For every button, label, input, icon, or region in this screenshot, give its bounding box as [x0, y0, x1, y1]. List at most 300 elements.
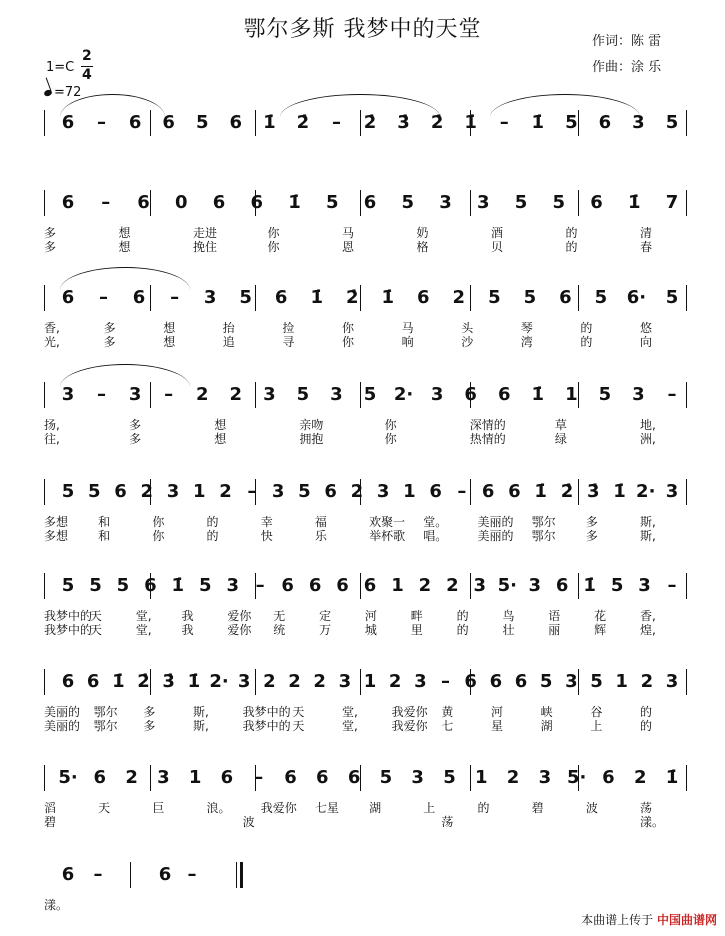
lyric-syllable: 的 [456, 609, 469, 623]
note: 6 [284, 767, 297, 788]
bar-line [360, 285, 361, 311]
lyric-syllable: 亲吻 [299, 418, 324, 432]
lyric-syllable: 的 [640, 719, 653, 733]
note: 2 [313, 671, 326, 692]
note: 3 [565, 671, 578, 692]
note: 1̇ [534, 481, 547, 502]
lyric-syllable: 我 [181, 623, 194, 637]
lyric-syllable: 你 [342, 335, 355, 349]
note: 1̇ [665, 767, 679, 788]
extension-dash: – [97, 384, 107, 405]
note: 2 [263, 671, 276, 692]
note: 6 [220, 767, 234, 788]
lyric-syllable: 浪。 [206, 801, 231, 815]
slur-arc [60, 267, 190, 290]
note: 6 [93, 767, 107, 788]
bar-line [360, 190, 361, 216]
composer-credit: 作曲：涂 乐 [592, 60, 662, 75]
bar-line [44, 190, 45, 216]
note: 2 [229, 384, 243, 405]
note: 2 [640, 671, 654, 692]
lyric-syllable: 统 [273, 623, 286, 637]
lyric-syllable: 多 [44, 240, 57, 254]
lyric-syllable: 奶 [416, 226, 429, 240]
lyric-syllable: 向 [640, 335, 653, 349]
slur-arc [280, 94, 440, 117]
note: 3 [226, 575, 239, 596]
lyric-syllable: 的 [580, 321, 593, 335]
lyric-syllable: 碧 [44, 815, 57, 829]
bar-line [360, 669, 361, 695]
lyric-syllable: 格 [416, 240, 429, 254]
note: 5 [590, 671, 603, 692]
note: 2̇ [345, 287, 359, 308]
note: 5· [497, 575, 517, 596]
lyric-syllable: 爱你 [227, 609, 252, 623]
bar-line [686, 190, 687, 216]
lyric-syllable: 的 [580, 335, 593, 349]
bar-line [470, 285, 471, 311]
note: 3 [376, 481, 390, 502]
note: 1̇ [613, 481, 626, 502]
lyric-syllable: 七 [441, 719, 454, 733]
note: 3̇ [397, 112, 410, 133]
extension-dash: – [255, 575, 265, 596]
lyric-syllable: 扬, [44, 418, 60, 432]
lyric-syllable: 我梦中的 [242, 705, 291, 719]
note: 1 [403, 481, 416, 502]
lyric-syllable: 河 [491, 705, 504, 719]
key-signature: 1=C [46, 60, 75, 75]
lyric-syllable: 壮 [502, 623, 515, 637]
lyric-syllable: 多 [103, 321, 116, 335]
extension-dash: – [441, 671, 450, 692]
note: 2̇ [430, 112, 444, 133]
bar-line [578, 479, 579, 505]
note: 2 [506, 767, 520, 788]
lyric-syllable: 美丽的 [44, 719, 81, 733]
staff-line [0, 763, 725, 829]
note: 1 [363, 671, 377, 692]
lyric-syllable: 花 [594, 609, 607, 623]
note: 1̇ [464, 112, 477, 133]
note: 6· [626, 287, 647, 308]
note: 1̇ [263, 112, 276, 133]
lyric-syllable: 你 [342, 321, 355, 335]
note: 6 [363, 575, 377, 596]
bar-line [255, 285, 256, 311]
note: 1 [474, 767, 488, 788]
note: 3 [538, 767, 552, 788]
note: 3 [632, 384, 645, 405]
lyric-syllable: 我爱你 [260, 801, 297, 815]
note: 5 [296, 384, 310, 405]
lyric-syllable: 畔 [410, 609, 423, 623]
tempo-marking [44, 85, 81, 100]
note: 6 [417, 287, 430, 308]
extension-dash: – [457, 481, 467, 502]
lyric-syllable: 往, [44, 432, 60, 446]
lyric-syllable: 想 [118, 240, 131, 254]
note: 5 [61, 481, 75, 502]
note: 6 [336, 575, 349, 596]
note: 1̇ [531, 384, 545, 405]
staff-line [0, 667, 725, 733]
bar-line [578, 190, 579, 216]
note: 5 [443, 767, 456, 788]
extension-dash: – [93, 864, 103, 885]
note: 6 [61, 192, 75, 213]
note: 5· [58, 767, 78, 788]
note: 2 [446, 575, 459, 596]
bar-line [44, 382, 45, 408]
note: 3 [411, 767, 424, 788]
note: 2 [350, 481, 364, 502]
lyric-syllable: 悠 [640, 321, 653, 335]
extension-dash: – [164, 384, 174, 405]
lyric-syllable: 煌, [640, 623, 656, 637]
lyric-syllable: 香, [44, 321, 60, 335]
bar-line [360, 573, 361, 599]
lyric-syllable: 贝 [491, 240, 504, 254]
time-signature-numerator: 2 [82, 48, 92, 64]
lyric-syllable: 多想 [44, 529, 69, 543]
lyric-syllable: 多 [129, 418, 142, 432]
lyric-syllable: 和 [98, 529, 111, 543]
note: 2 [219, 481, 232, 502]
lyric-syllable: 湖 [369, 801, 382, 815]
lyric-syllable: 美丽的 [477, 529, 514, 543]
lyric-syllable: 丽 [548, 623, 561, 637]
note: 6 [555, 575, 569, 596]
lyric-syllable: 七星 [314, 801, 339, 815]
note: 1̇ [381, 287, 395, 308]
note: 2· [209, 671, 229, 692]
extension-dash: – [499, 112, 509, 133]
lyric-syllable: 酒 [491, 226, 504, 240]
note: 6 [464, 384, 477, 405]
lyric-syllable: 多想 [44, 515, 69, 529]
staff-line [0, 108, 725, 168]
note: 1 [565, 384, 578, 405]
lyric-syllable: 美丽的 [44, 705, 81, 719]
bar-line [686, 573, 687, 599]
lyric-syllable: 我梦中的 [44, 609, 93, 623]
staff-line [0, 188, 725, 254]
bar-line [686, 110, 687, 136]
note: 1̇ [627, 192, 641, 213]
note: 5 [239, 287, 252, 308]
lyric-syllable: 沙 [461, 335, 474, 349]
note: 6 [114, 481, 127, 502]
bar-line [686, 765, 687, 791]
staff-line [0, 571, 725, 637]
note: 1̇ [171, 575, 185, 596]
note: 6 [363, 192, 377, 213]
bar-line [686, 669, 687, 695]
bar-line [130, 862, 131, 888]
lyric-syllable: 地, [640, 418, 656, 432]
lyric-syllable: 斯, [640, 529, 656, 543]
quarter-note-icon [43, 88, 53, 96]
bar-line [150, 669, 151, 695]
note: 5 [565, 112, 578, 133]
note: 6 [61, 864, 75, 885]
note: 6 [61, 671, 75, 692]
note: 3 [271, 481, 285, 502]
staff-line [0, 380, 725, 446]
note: 6 [602, 767, 615, 788]
note: 6 [514, 671, 528, 692]
lyric-syllable: 热情的 [469, 432, 506, 446]
lyric-syllable: 我爱你 [391, 719, 428, 733]
note: 6 [489, 671, 503, 692]
note: 6 [481, 481, 495, 502]
note: 1 [188, 767, 202, 788]
lyric-syllable: 峡 [540, 705, 553, 719]
note: 6 [316, 767, 329, 788]
extension-dash: – [99, 287, 109, 308]
lyric-syllable: 鸟 [502, 609, 515, 623]
bar-line [255, 110, 256, 136]
bar-line [578, 382, 579, 408]
note: 1̇ [288, 192, 301, 213]
lyric-syllable: 爱你 [227, 623, 252, 637]
bar-line [150, 765, 151, 791]
bar-line [44, 110, 45, 136]
lyric-syllable: 光, [44, 335, 60, 349]
lyric-syllable: 天 [292, 705, 305, 719]
bar-line [686, 382, 687, 408]
lyric-syllable: 谷 [590, 705, 603, 719]
lyric-syllable: 荡 [640, 801, 653, 815]
lyric-syllable: 草 [554, 418, 567, 432]
bar-line [150, 190, 151, 216]
lyric-syllable: 无 [273, 609, 286, 623]
bar-line [470, 190, 471, 216]
note: 6 [212, 192, 226, 213]
lyric-syllable: 多 [129, 432, 142, 446]
lyric-syllable: 斯, [193, 705, 209, 719]
footer-text: 本曲谱上传于 [581, 913, 654, 927]
note: 5 [594, 287, 608, 308]
lyric-syllable: 洲, [640, 432, 656, 446]
note: 6 [347, 767, 361, 788]
lyric-syllable: 清 [640, 226, 653, 240]
lyric-syllable: 幸 [260, 515, 273, 529]
lyric-syllable: 上 [423, 801, 436, 815]
note: 5 [598, 384, 612, 405]
note: 5 [401, 192, 415, 213]
note: 5 [488, 287, 501, 308]
lyric-syllable: 想 [214, 432, 227, 446]
lyric-syllable: 香, [640, 609, 656, 623]
note: 1̇ [112, 671, 125, 692]
note: 5 [199, 575, 212, 596]
lyric-syllable: 湾 [520, 335, 533, 349]
extension-dash: – [331, 112, 341, 133]
lyric-syllable: 春 [640, 240, 653, 254]
lyric-syllable: 多 [585, 515, 598, 529]
lyric-syllable: 走进 [193, 226, 218, 240]
lyric-syllable: 我爱你 [391, 705, 428, 719]
bar-line [470, 765, 471, 791]
lyric-syllable: 定 [319, 609, 332, 623]
note: 2 [195, 384, 209, 405]
note: 6 [61, 112, 75, 133]
lyric-syllable: 福 [314, 515, 327, 529]
note: 2̇ [137, 671, 150, 692]
note: 5 [363, 384, 377, 405]
note: 3 [439, 192, 452, 213]
lyric-syllable: 斯, [640, 515, 656, 529]
lyric-syllable: 碧 [531, 801, 544, 815]
note: 5 [552, 192, 566, 213]
note: 3 [638, 575, 651, 596]
note: 1̇ [531, 112, 545, 133]
note: 5 [89, 575, 102, 596]
note: 1̇ [310, 287, 323, 308]
extension-dash: – [254, 767, 264, 788]
bar-line [236, 862, 237, 888]
note: 5 [61, 575, 75, 596]
lyric-syllable: 堂, [135, 623, 152, 637]
lyric-syllable: 语 [548, 609, 561, 623]
note: 5 [325, 192, 339, 213]
note: 3 [128, 384, 142, 405]
note: 2· [393, 384, 414, 405]
lyric-syllable: 乐 [314, 529, 327, 543]
extension-dash: – [667, 384, 677, 405]
note: 5· [566, 767, 587, 788]
note: 1̇ [583, 575, 596, 596]
note: 5 [379, 767, 393, 788]
note: 5 [87, 481, 101, 502]
note: 2 [125, 767, 138, 788]
slur-arc [60, 364, 190, 387]
lyric-syllable: 天 [89, 623, 102, 637]
lyric-syllable: 堂。 [423, 515, 448, 529]
note: 6 [497, 384, 511, 405]
lyric-syllable: 头 [461, 321, 474, 335]
lyric-syllable: 绿 [554, 432, 567, 446]
note: 3 [203, 287, 217, 308]
note: 6 [250, 192, 264, 213]
lyric-syllable: 的 [565, 226, 578, 240]
note: 3 [665, 481, 679, 502]
lyric-syllable: 万 [319, 623, 332, 637]
note: 2· [636, 481, 656, 502]
lyric-syllable: 追 [222, 335, 235, 349]
lyric-syllable: 你 [384, 418, 397, 432]
note: 6 [324, 481, 337, 502]
note: 5 [610, 575, 624, 596]
lyric-syllable: 你 [267, 240, 280, 254]
lyric-syllable: 里 [410, 623, 423, 637]
note: 3 [237, 671, 251, 692]
note: 6 [128, 112, 142, 133]
lyric-syllable: 鄂尔 [93, 705, 118, 719]
tempo-value: =72 [54, 85, 82, 100]
lyric-syllable: 想 [214, 418, 227, 432]
lyric-syllable: 的 [456, 623, 469, 637]
bar-line [578, 285, 579, 311]
lyric-syllable: 马 [342, 226, 355, 240]
note: 2̇ [363, 112, 377, 133]
lyric-syllable: 你 [384, 432, 397, 446]
lyric-syllable: 滔 [44, 801, 57, 815]
lyric-syllable: 的 [206, 515, 219, 529]
lyric-syllable: 辉 [594, 623, 607, 637]
lyric-syllable: 多 [103, 335, 116, 349]
note: 0 [174, 192, 188, 213]
lyric-syllable: 我梦中的 [242, 719, 291, 733]
note: 3 [665, 671, 679, 692]
note: 6 [429, 481, 442, 502]
note: 5 [665, 287, 679, 308]
lyric-syllable: 漾。 [640, 815, 665, 829]
lyric-syllable: 星 [491, 719, 504, 733]
note: 5 [665, 112, 679, 133]
note: 6 [281, 575, 294, 596]
extension-dash: – [187, 864, 197, 885]
lyric-syllable: 欢聚一 [369, 515, 406, 529]
song-title: 鄂尔多斯 我梦中的天堂 [243, 17, 482, 42]
lyric-syllable: 我梦中的 [44, 623, 93, 637]
note: 1 [615, 671, 628, 692]
note: 2̇ [296, 112, 310, 133]
lyric-syllable: 的 [640, 705, 653, 719]
bar-line [686, 479, 687, 505]
lyric-syllable: 寻 [282, 335, 295, 349]
lyric-syllable: 波 [242, 815, 255, 829]
lyric-syllable: 河 [364, 609, 377, 623]
note: 6 [598, 112, 612, 133]
note: 3 [338, 671, 352, 692]
note: 7 [665, 192, 679, 213]
slur-arc [490, 94, 640, 117]
note: 6 [137, 192, 150, 213]
lyric-syllable: 和 [98, 515, 111, 529]
staff-line [0, 477, 725, 543]
lyric-syllable: 恩 [342, 240, 355, 254]
lyric-syllable: 黄 [441, 705, 454, 719]
note: 3 [330, 384, 343, 405]
bar-line [44, 285, 45, 311]
note: 3 [414, 671, 427, 692]
site-logo: 中国曲谱网 [656, 913, 717, 927]
lyric-syllable: 的 [206, 529, 219, 543]
bar-line [360, 382, 361, 408]
lyric-syllable: 捡 [282, 321, 295, 335]
lyric-syllable: 深情的 [469, 418, 506, 432]
extension-dash: – [101, 192, 111, 213]
lyric-syllable: 马 [401, 321, 414, 335]
note: 5 [514, 192, 528, 213]
lyric-syllable: 鄂尔 [531, 529, 556, 543]
extension-dash: – [170, 287, 180, 308]
note: 3 [476, 192, 490, 213]
lyric-syllable: 想 [163, 335, 176, 349]
note: 3 [166, 481, 180, 502]
note: 5 [116, 575, 130, 596]
note: 3 [430, 384, 444, 405]
lyric-syllable: 美丽的 [477, 515, 514, 529]
bar-line [44, 479, 45, 505]
note: 1̇ [187, 671, 201, 692]
lyric-syllable: 巨 [152, 801, 165, 815]
note: 1 [193, 481, 206, 502]
